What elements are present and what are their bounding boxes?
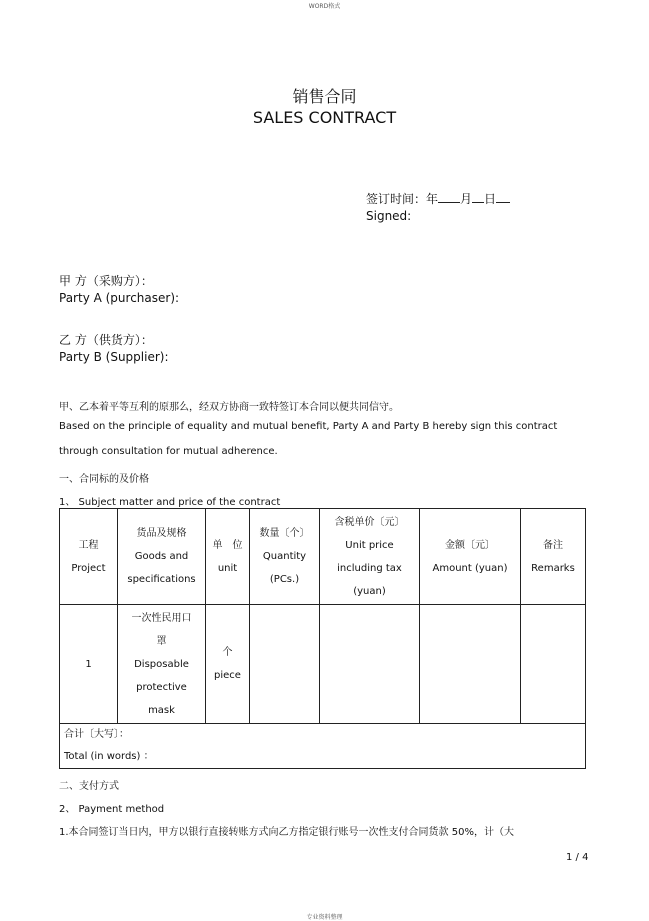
- section1-cn: 一、合同标的及价格: [59, 474, 149, 485]
- sign-date: [366, 190, 510, 207]
- section2-cn: 二、支付方式: [59, 781, 119, 792]
- party-a-cn: 甲 方（采购方）：: [59, 274, 153, 288]
- sign-date-month: 月: [460, 192, 473, 206]
- title-chinese: 销售合同: [292, 87, 357, 106]
- header-quantity: 数量〔个〕 Quantity (PCs.): [250, 509, 320, 605]
- page-number: 1 / 4: [566, 852, 589, 863]
- party-a-en: Party A (purchaser):: [59, 291, 180, 305]
- table-row: [60, 605, 586, 724]
- table-header-row: [60, 509, 586, 605]
- cell-amount[interactable]: [420, 605, 521, 724]
- party-b-en: Party B (Supplier):: [59, 350, 169, 364]
- price-table: [59, 508, 586, 769]
- cell-unit-price[interactable]: [320, 605, 420, 724]
- table-total-row: [60, 724, 586, 769]
- cell-goods: 一次性民用口 罩 Disposable protective mask: [118, 605, 206, 724]
- year-blank[interactable]: [438, 190, 460, 203]
- month-blank[interactable]: [472, 190, 484, 203]
- intro-en-line1: Based on the principle of equality and mutual benefit, Party A and Party B hereby sign this contract: [59, 421, 558, 432]
- day-blank[interactable]: [496, 190, 510, 203]
- intro-cn: 甲、乙本着平等互利的原那么，经双方协商一致特签订本合同以便共同信守。: [59, 402, 399, 413]
- header-project: 工程 Project: [60, 509, 118, 605]
- header-unit: 单 位 unit: [206, 509, 250, 605]
- header-remarks: 备注 Remarks: [521, 509, 586, 605]
- header-unit-price: 含税单价〔元〕 Unit price including tax (yuan): [320, 509, 420, 605]
- header-amount: 金额〔元〕 Amount (yuan): [420, 509, 521, 605]
- sign-date-day: 日: [484, 192, 497, 206]
- intro-en-line2: through consultation for mutual adherence.: [59, 446, 278, 457]
- section2-en: 2、 Payment method: [59, 804, 165, 815]
- header-goods: 货品及规格 Goods and specifications: [118, 509, 206, 605]
- cell-total: 合计〔大写〕： Total (in words) ：: [60, 724, 586, 769]
- cell-remarks[interactable]: [521, 605, 586, 724]
- title-english: SALES CONTRACT: [252, 108, 397, 127]
- cell-project: 1: [60, 605, 118, 724]
- signed-label: Signed:: [366, 209, 412, 223]
- cell-unit: 个 piece: [206, 605, 250, 724]
- party-b-cn: 乙 方（供货方）：: [59, 333, 153, 347]
- section1-en: 1、 Subject matter and price of the contract: [59, 497, 281, 508]
- page-header: WORD格式: [308, 3, 341, 10]
- sign-date-label: 签订时间：年: [366, 192, 439, 206]
- cell-quantity[interactable]: [250, 605, 320, 724]
- page-footer: 专业资料整理: [306, 914, 343, 921]
- payment-clause: 1.本合同签订当日内，甲方以银行直接转账方式向乙方指定银行账号一次性支付合同货款 50%，计（大: [59, 827, 514, 838]
